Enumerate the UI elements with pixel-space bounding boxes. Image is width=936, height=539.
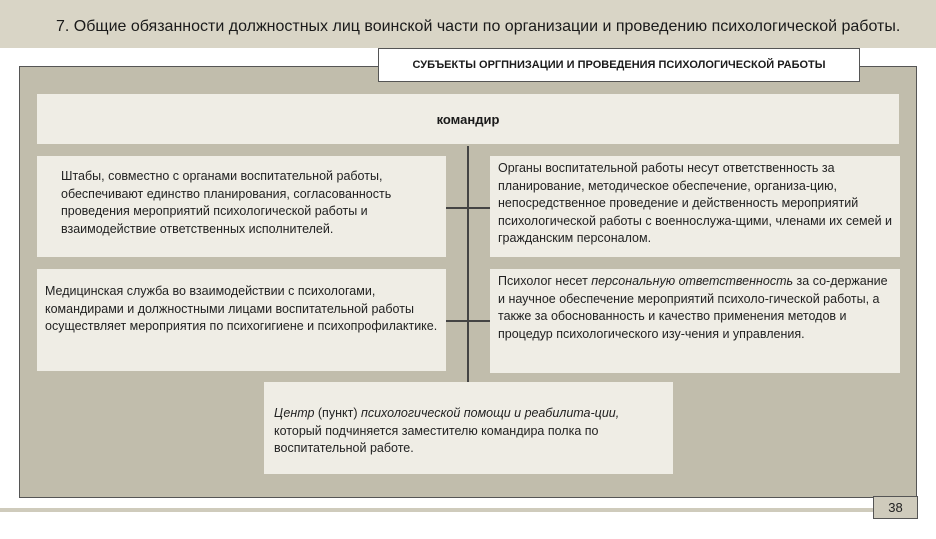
medical-service-box: Медицинская служба во взаимодействии с психологами, командирами и должностными лицами воспитательной работы осуществляет мероприятия по психогигиене и психопрофилактике.	[37, 269, 446, 371]
slide-title: 7. Общие обязанности должностных лиц воинской части по организации и проведению психологической работы.	[56, 18, 901, 35]
psychologist-text-2: за со-держание и научное обеспечение мероприятий психоло-гической работы, а также за обоснованность и качество применения методов и процедур психологического изу-чения и управления.	[498, 274, 888, 341]
subjects-header: СУБЪЕКТЫ ОРГПНИЗАЦИИ И ПРОВЕДЕНИЯ ПСИХОЛОГИЧЕСКОЙ РАБОТЫ	[378, 48, 860, 82]
commander-box: командир	[37, 94, 899, 144]
footer-line	[0, 508, 873, 512]
psychologist-box	[490, 269, 900, 373]
staff-box: Штабы, совместно с органами воспитательной работы, обеспечивают единство планирования, согласованность проведения мероприятий психологической работы и взаимодействие ответственных исполнителей.	[37, 156, 446, 257]
page-number: 38	[873, 496, 918, 519]
center-text-1: Центр	[274, 406, 315, 420]
connector-horizontal-1	[446, 207, 490, 209]
center-text-2: (пункт)	[314, 406, 361, 420]
connector-horizontal-2	[446, 320, 490, 322]
center-text-3: психологической помощи и реабилита-ции,	[360, 406, 620, 420]
psych-help-center-box	[264, 382, 673, 474]
connector-vertical	[467, 146, 469, 382]
psychologist-text-1: Психолог несет	[498, 274, 592, 288]
psychologist-emphasis: персональную ответственность	[591, 274, 794, 288]
center-text-4: который подчиняется заместителю командира полка по воспитательной работе.	[274, 423, 599, 455]
educational-bodies-box: Органы воспитательной работы несут ответственность за планирование, методическое обеспечение, организа-цию, непосредственное проведение и действенность мероприятий психологической работы с военнослужа-щими, членами их семей и гражданским персоналом.	[490, 156, 900, 257]
